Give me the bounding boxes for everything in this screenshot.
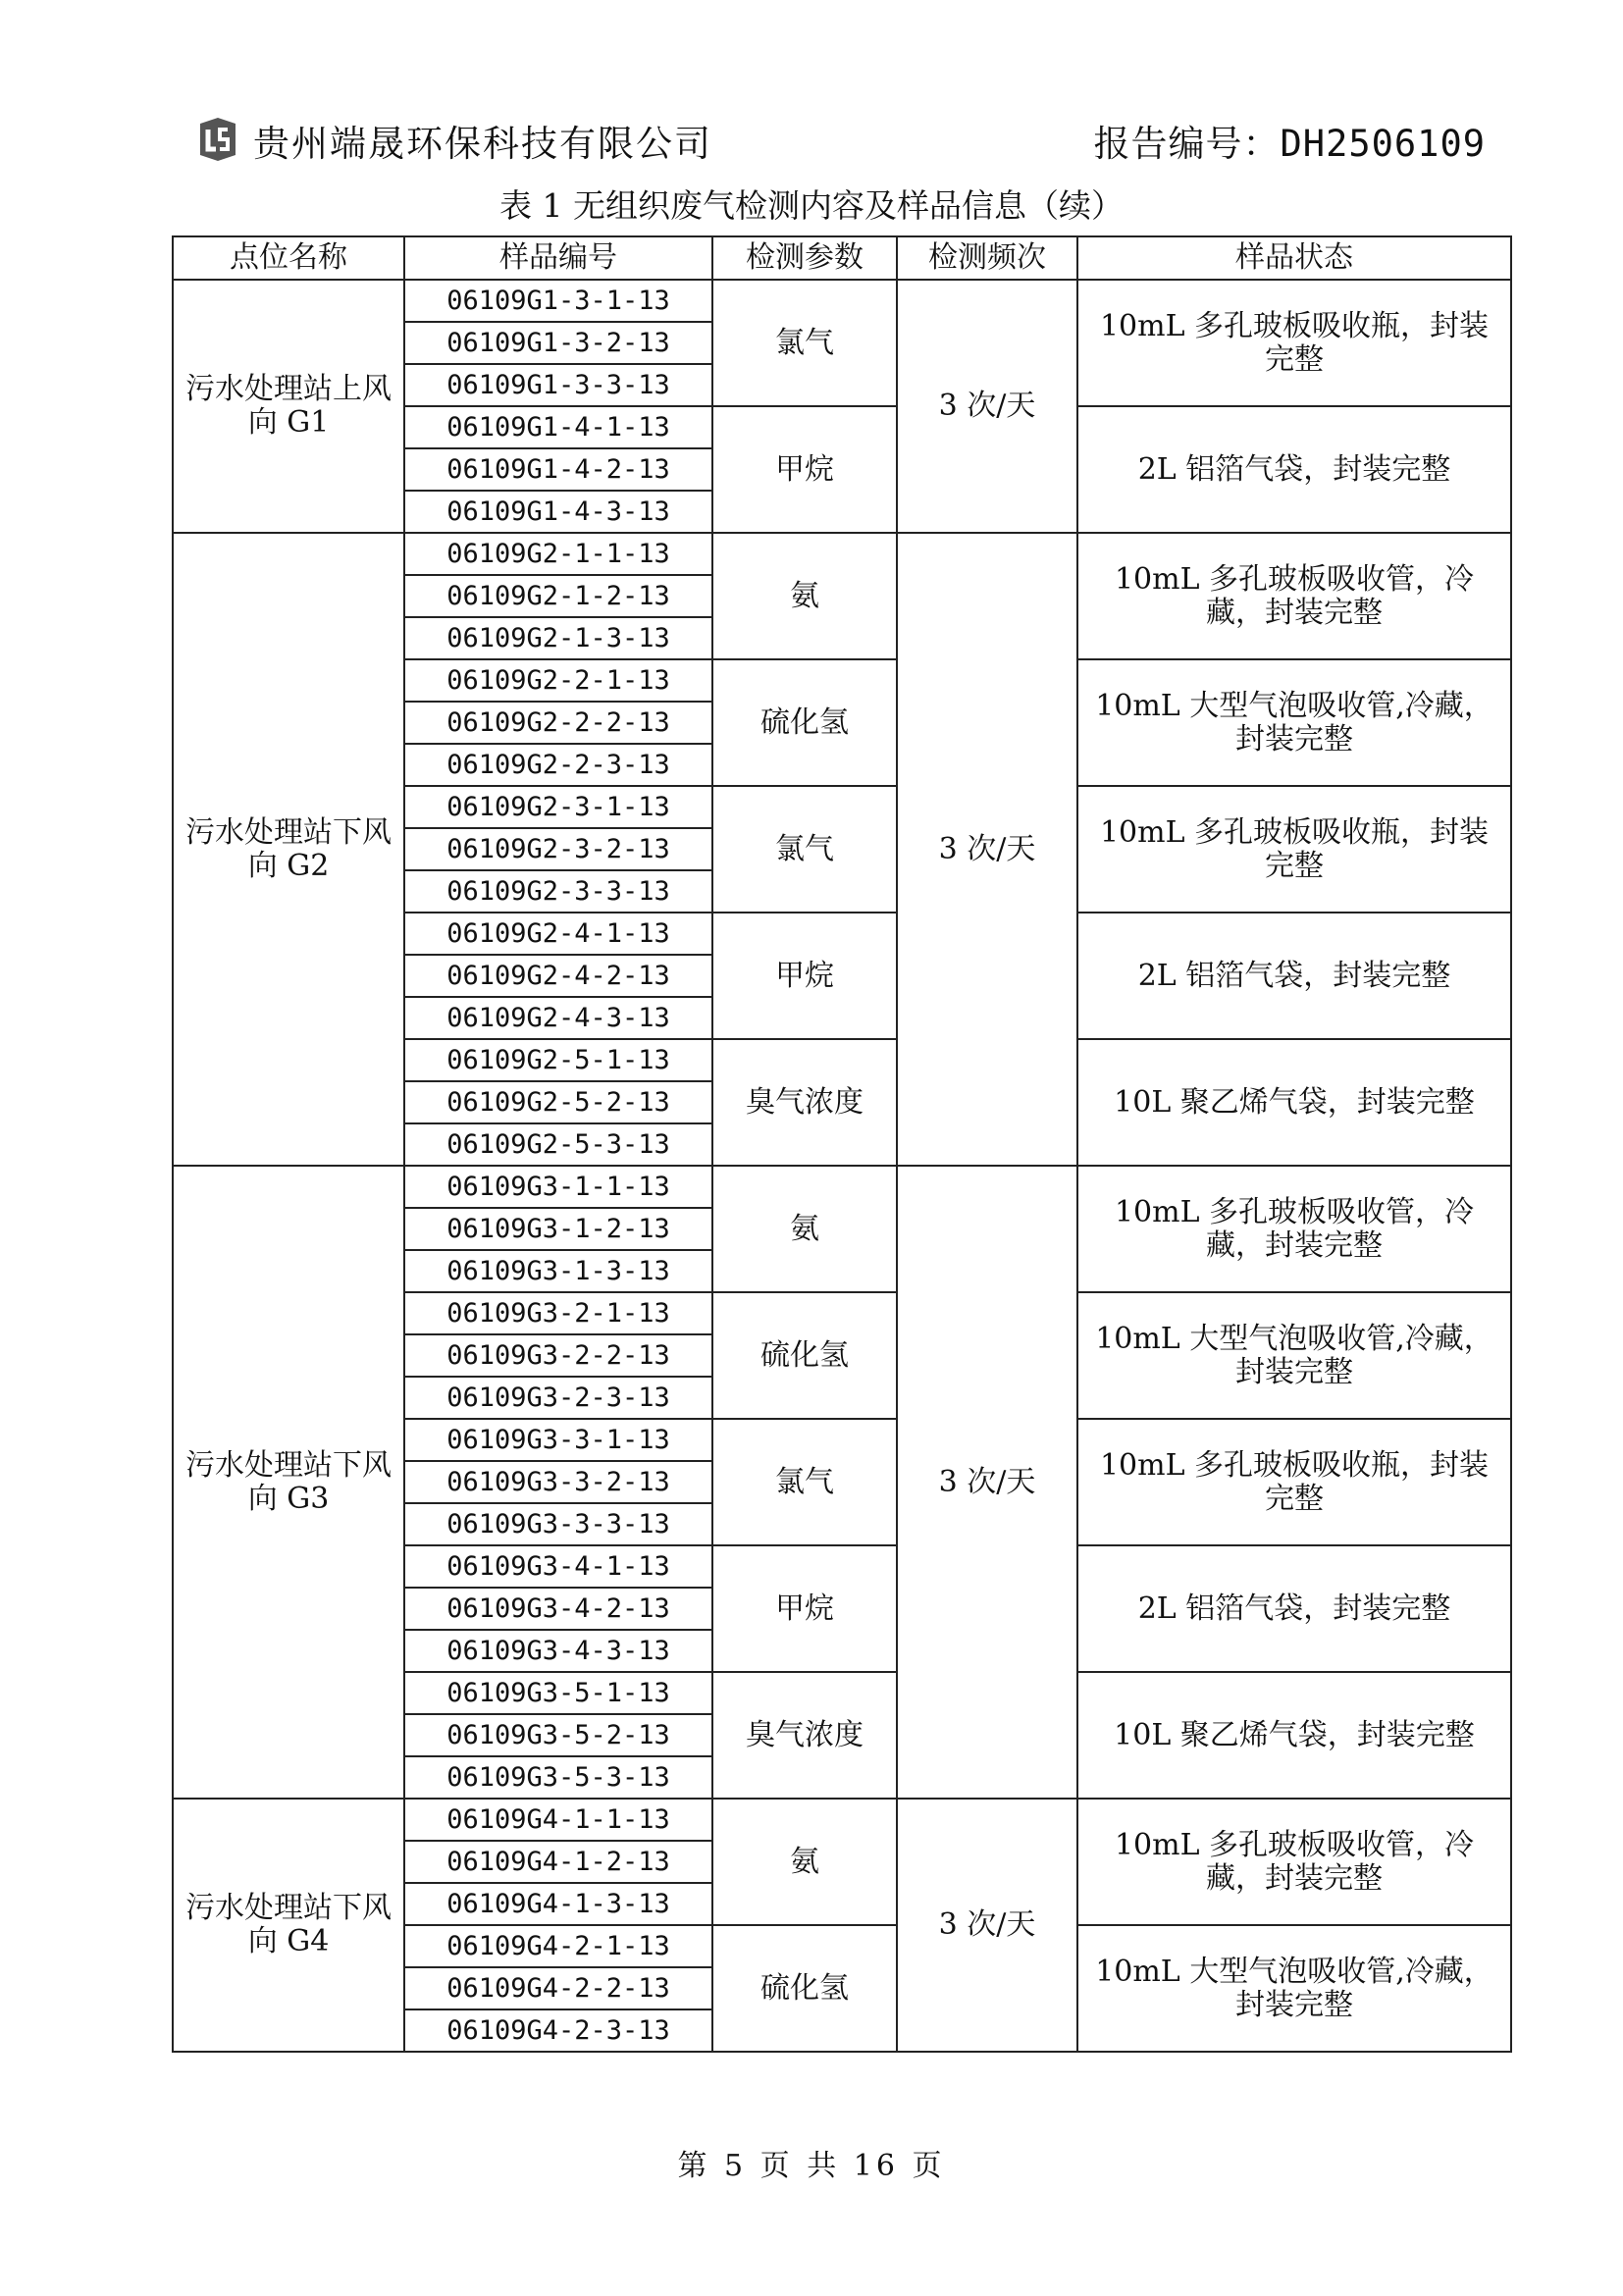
sample-code-cell: 06109G4-1-2-13 bbox=[404, 1841, 712, 1883]
report-number-value: DH2506109 bbox=[1280, 123, 1486, 165]
sample-code-cell: 06109G1-4-1-13 bbox=[404, 406, 712, 448]
sample-code-cell: 06109G3-2-1-13 bbox=[404, 1292, 712, 1334]
sample-code-cell: 06109G2-1-1-13 bbox=[404, 533, 712, 575]
sample-state-cell: 10mL 大型气泡吸收管,冷藏，封装完整 bbox=[1077, 1925, 1511, 2052]
sample-code-cell: 06109G3-2-3-13 bbox=[404, 1377, 712, 1419]
parameter-cell: 臭气浓度 bbox=[712, 1039, 897, 1166]
parameter-cell: 硫化氢 bbox=[712, 1925, 897, 2052]
sample-code-cell: 06109G3-4-3-13 bbox=[404, 1630, 712, 1672]
report-number-label: 报告编号： bbox=[1093, 123, 1281, 165]
header-site: 点位名称 bbox=[173, 236, 404, 280]
parameter-cell: 氨 bbox=[712, 1166, 897, 1292]
sample-code-cell: 06109G2-5-2-13 bbox=[404, 1081, 712, 1123]
parameter-cell: 氨 bbox=[712, 533, 897, 659]
sample-state-cell: 10mL 多孔玻板吸收管，冷藏，封装完整 bbox=[1077, 1166, 1511, 1292]
header-frequency: 检测频次 bbox=[897, 236, 1077, 280]
sample-code-cell: 06109G4-2-2-13 bbox=[404, 1967, 712, 2009]
sample-info-table bbox=[172, 235, 1512, 2053]
sample-code-cell: 06109G4-1-3-13 bbox=[404, 1883, 712, 1925]
parameter-cell: 臭气浓度 bbox=[712, 1672, 897, 1799]
sample-state-cell: 2L 铝箔气袋，封装完整 bbox=[1077, 913, 1511, 1039]
sample-state-cell: 10mL 多孔玻板吸收管，冷藏，封装完整 bbox=[1077, 533, 1511, 659]
sample-code-cell: 06109G3-3-3-13 bbox=[404, 1503, 712, 1545]
sample-state-cell: 10L 聚乙烯气袋，封装完整 bbox=[1077, 1672, 1511, 1799]
sample-code-cell: 06109G2-3-1-13 bbox=[404, 786, 712, 828]
frequency-cell: 3 次/天 bbox=[897, 1166, 1077, 1799]
sample-code-cell: 06109G2-4-3-13 bbox=[404, 997, 712, 1039]
sample-code-cell: 06109G2-5-3-13 bbox=[404, 1123, 712, 1166]
parameter-cell: 甲烷 bbox=[712, 406, 897, 533]
sample-state-cell: 10mL 多孔玻板吸收瓶，封装完整 bbox=[1077, 280, 1511, 406]
sample-code-cell: 06109G2-4-2-13 bbox=[404, 955, 712, 997]
sample-code-cell: 06109G2-2-2-13 bbox=[404, 702, 712, 744]
table-body bbox=[173, 280, 1511, 2052]
sample-code-cell: 06109G4-2-3-13 bbox=[404, 2009, 712, 2052]
sample-code-cell: 06109G3-5-1-13 bbox=[404, 1672, 712, 1714]
sample-code-cell: 06109G4-1-1-13 bbox=[404, 1799, 712, 1841]
sample-state-cell: 10mL 大型气泡吸收管,冷藏，封装完整 bbox=[1077, 659, 1511, 786]
sample-code-cell: 06109G1-3-2-13 bbox=[404, 322, 712, 364]
sample-code-cell: 06109G4-2-1-13 bbox=[404, 1925, 712, 1967]
parameter-cell: 甲烷 bbox=[712, 913, 897, 1039]
site-name-cell: 污水处理站上风向 G1 bbox=[173, 280, 404, 533]
sample-code-cell: 06109G1-3-3-13 bbox=[404, 364, 712, 406]
sample-code-cell: 06109G1-3-1-13 bbox=[404, 280, 712, 322]
company-logo-icon bbox=[194, 116, 241, 163]
frequency-cell: 3 次/天 bbox=[897, 1799, 1077, 2052]
sample-code-cell: 06109G1-4-2-13 bbox=[404, 448, 712, 491]
sample-code-cell: 06109G2-1-2-13 bbox=[404, 575, 712, 617]
frequency-cell: 3 次/天 bbox=[897, 280, 1077, 533]
sample-code-cell: 06109G3-5-2-13 bbox=[404, 1714, 712, 1756]
header-parameter: 检测参数 bbox=[712, 236, 897, 280]
company-name: 贵州端晟环保科技有限公司 bbox=[253, 123, 712, 165]
table-title: 表 1 无组织废气检测内容及样品信息（续） bbox=[499, 186, 1124, 225]
sample-code-cell: 06109G2-3-3-13 bbox=[404, 870, 712, 913]
sample-code-cell: 06109G2-3-2-13 bbox=[404, 828, 712, 870]
sample-code-cell: 06109G3-4-2-13 bbox=[404, 1588, 712, 1630]
header-sample-code: 样品编号 bbox=[404, 236, 712, 280]
parameter-cell: 硫化氢 bbox=[712, 659, 897, 786]
sample-code-cell: 06109G1-4-3-13 bbox=[404, 491, 712, 533]
sample-state-cell: 2L 铝箔气袋，封装完整 bbox=[1077, 1545, 1511, 1672]
parameter-cell: 甲烷 bbox=[712, 1545, 897, 1672]
table-row bbox=[173, 533, 1511, 575]
sample-state-cell: 10mL 多孔玻板吸收瓶，封装完整 bbox=[1077, 1419, 1511, 1545]
sample-state-cell: 10mL 多孔玻板吸收瓶，封装完整 bbox=[1077, 786, 1511, 913]
parameter-cell: 氯气 bbox=[712, 280, 897, 406]
sample-code-cell: 06109G2-5-1-13 bbox=[404, 1039, 712, 1081]
frequency-cell: 3 次/天 bbox=[897, 533, 1077, 1166]
sample-code-cell: 06109G3-5-3-13 bbox=[404, 1756, 712, 1799]
site-name-cell: 污水处理站下风向 G3 bbox=[173, 1166, 404, 1799]
sample-code-cell: 06109G3-1-3-13 bbox=[404, 1250, 712, 1292]
parameter-cell: 氨 bbox=[712, 1799, 897, 1925]
sample-code-cell: 06109G3-3-1-13 bbox=[404, 1419, 712, 1461]
sample-code-cell: 06109G2-4-1-13 bbox=[404, 913, 712, 955]
parameter-cell: 硫化氢 bbox=[712, 1292, 897, 1419]
parameter-cell: 氯气 bbox=[712, 1419, 897, 1545]
sample-code-cell: 06109G3-4-1-13 bbox=[404, 1545, 712, 1588]
sample-code-cell: 06109G2-2-3-13 bbox=[404, 744, 712, 786]
report-number bbox=[1094, 114, 1486, 167]
sample-state-cell: 2L 铝箔气袋，封装完整 bbox=[1077, 406, 1511, 533]
sample-state-cell: 10L 聚乙烯气袋，封装完整 bbox=[1077, 1039, 1511, 1166]
sample-code-cell: 06109G3-1-1-13 bbox=[404, 1166, 712, 1208]
sample-code-cell: 06109G3-2-2-13 bbox=[404, 1334, 712, 1377]
table-row bbox=[173, 1166, 1511, 1208]
table-row bbox=[173, 280, 1511, 322]
header-sample-state: 样品状态 bbox=[1077, 236, 1511, 280]
sample-state-cell: 10mL 多孔玻板吸收管，冷藏，封装完整 bbox=[1077, 1799, 1511, 1925]
sample-code-cell: 06109G3-3-2-13 bbox=[404, 1461, 712, 1503]
sample-code-cell: 06109G2-2-1-13 bbox=[404, 659, 712, 702]
sample-state-cell: 10mL 大型气泡吸收管,冷藏，封装完整 bbox=[1077, 1292, 1511, 1419]
parameter-cell: 氯气 bbox=[712, 786, 897, 913]
site-name-cell: 污水处理站下风向 G2 bbox=[173, 533, 404, 1166]
sample-code-cell: 06109G2-1-3-13 bbox=[404, 617, 712, 659]
table-header-row bbox=[173, 236, 1511, 280]
site-name-cell: 污水处理站下风向 G4 bbox=[173, 1799, 404, 2052]
page-footer: 第 5 页 共 16 页 bbox=[677, 2149, 946, 2183]
table-row bbox=[173, 1799, 1511, 1841]
sample-code-cell: 06109G3-1-2-13 bbox=[404, 1208, 712, 1250]
